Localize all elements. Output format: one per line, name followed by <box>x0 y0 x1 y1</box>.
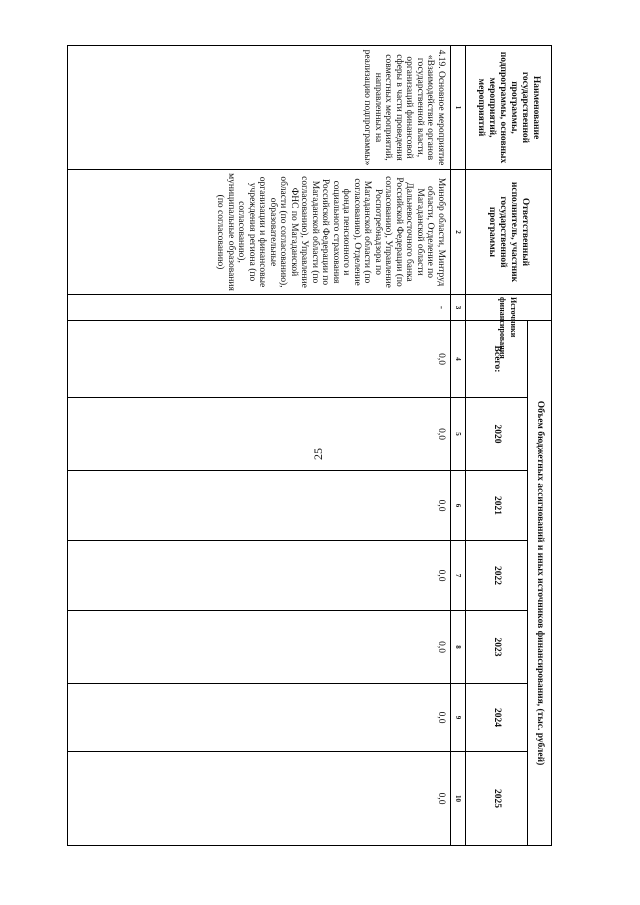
col-number-6: 6 <box>451 471 466 541</box>
col-number-2: 2 <box>451 170 466 295</box>
financing-table <box>67 45 552 846</box>
header-executor: Ответственный исполнитель, участник государственной программы <box>466 170 552 295</box>
header-year-2025: 2025 <box>466 752 528 846</box>
header-source: Источники финансирования <box>466 295 552 321</box>
header-year-2021: 2021 <box>466 471 528 541</box>
col-number-4: 4 <box>451 321 466 398</box>
header-year-2023: 2023 <box>466 611 528 684</box>
row-executor: Минобр области, Минтруд области, Отделение по Магаданской области Дальневосточного банка Российской Федерации (по согласованию), Управление Роспотребнадзора по Магаданской области (по согласованию), Отделение фонда пенсионного и социального страхования Российской Федерации по Магаданской области (по согласованию), Управление ФНС по Магаданской области (по согласованию), образовательные организации и финансовые учреждения региона (по согласованию), муниципальные образования (по согласованию) <box>68 170 451 295</box>
row-source: - <box>68 295 451 321</box>
header-name: Наименование государственной программы, подпрограммы, основных мероприятий, мероприятий <box>466 46 552 170</box>
header-total: Всего: <box>466 321 528 398</box>
page-number: 25 <box>311 448 325 460</box>
row-total: 0,0 <box>68 321 451 398</box>
col-number-9: 9 <box>451 684 466 752</box>
row-value-2024: 0,0 <box>68 684 451 752</box>
row-value-2021: 0,0 <box>68 471 451 541</box>
col-number-7: 7 <box>451 541 466 611</box>
header-year-2020: 2020 <box>466 398 528 471</box>
row-value-2020: 0,0 <box>68 398 451 471</box>
col-number-3: 3 <box>451 295 466 321</box>
financing-table-rotated <box>67 45 552 845</box>
col-number-10: 10 <box>451 752 466 846</box>
row-value-2025: 0,0 <box>68 752 451 846</box>
row-value-2023: 0,0 <box>68 611 451 684</box>
row-name: 4.19. Основное мероприятие «Взаимодействие органов государственной власти, организаций финансовой сферы в части проведения совместных мероприятий, направленных на реализацию подпрограммы» <box>68 46 451 170</box>
row-value-2022: 0,0 <box>68 541 451 611</box>
header-year-2024: 2024 <box>466 684 528 752</box>
col-number-8: 8 <box>451 611 466 684</box>
col-number-5: 5 <box>451 398 466 471</box>
header-year-2022: 2022 <box>466 541 528 611</box>
header-volume: Объем бюджетных ассигнований и иных источников финансирования, (тыс. рублей) <box>528 321 552 846</box>
col-number-1: 1 <box>451 46 466 170</box>
